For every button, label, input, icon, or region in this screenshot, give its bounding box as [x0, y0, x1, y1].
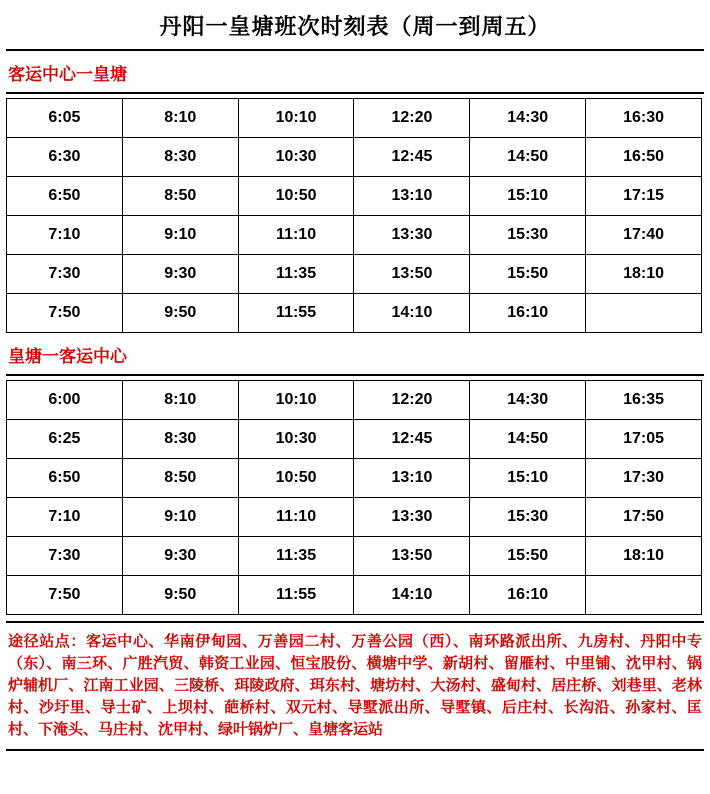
time-cell: 11:55	[238, 294, 354, 333]
time-cell: 13:50	[354, 537, 470, 576]
time-cell: 16:35	[586, 381, 702, 420]
time-cell: 15:30	[470, 498, 586, 537]
time-cell: 7:10	[7, 216, 123, 255]
time-cell: 7:30	[7, 537, 123, 576]
time-cell: 9:10	[122, 216, 238, 255]
time-cell: 9:50	[122, 576, 238, 615]
section-heading-outbound: 客运中心一皇塘	[8, 65, 127, 84]
table-row	[7, 294, 702, 333]
time-cell: 16:50	[586, 138, 702, 177]
table-row	[7, 99, 702, 138]
table-row	[7, 537, 702, 576]
time-cell: 9:10	[122, 498, 238, 537]
time-cell: 12:20	[354, 381, 470, 420]
time-cell: 17:05	[586, 420, 702, 459]
time-cell: 12:45	[354, 420, 470, 459]
table-row	[7, 576, 702, 615]
time-cell: 7:10	[7, 498, 123, 537]
time-cell: 9:30	[122, 255, 238, 294]
time-cell: 8:30	[122, 138, 238, 177]
time-cell: 17:30	[586, 459, 702, 498]
table-row	[7, 138, 702, 177]
time-cell-empty	[586, 294, 702, 333]
table-row	[7, 459, 702, 498]
time-cell: 16:10	[470, 576, 586, 615]
time-cell: 6:25	[7, 420, 123, 459]
table-row	[7, 177, 702, 216]
table-row	[7, 255, 702, 294]
time-cell: 12:20	[354, 99, 470, 138]
time-cell: 14:30	[470, 381, 586, 420]
time-cell: 14:50	[470, 138, 586, 177]
time-cell: 15:10	[470, 459, 586, 498]
time-cell: 13:50	[354, 255, 470, 294]
time-cell: 13:30	[354, 498, 470, 537]
time-cell-empty	[586, 576, 702, 615]
table-row	[7, 381, 702, 420]
time-cell: 8:10	[122, 381, 238, 420]
table-row	[7, 420, 702, 459]
time-cell: 12:45	[354, 138, 470, 177]
time-cell: 18:10	[586, 255, 702, 294]
time-cell: 10:10	[238, 99, 354, 138]
time-cell: 10:10	[238, 381, 354, 420]
time-cell: 11:10	[238, 498, 354, 537]
time-cell: 15:10	[470, 177, 586, 216]
time-cell: 8:50	[122, 459, 238, 498]
time-cell: 8:10	[122, 99, 238, 138]
time-cell: 11:35	[238, 537, 354, 576]
time-cell: 9:30	[122, 537, 238, 576]
time-cell: 13:10	[354, 459, 470, 498]
time-cell: 8:50	[122, 177, 238, 216]
time-cell: 6:00	[7, 381, 123, 420]
time-cell: 6:50	[7, 459, 123, 498]
table-row	[7, 498, 702, 537]
time-cell: 13:10	[354, 177, 470, 216]
time-cell: 17:40	[586, 216, 702, 255]
stops-list: 途径站点：客运中心、华南伊甸园、万善园二村、万善公园（西）、南环路派出所、九房村、丹阳中专（东）、南三环、广胜汽贸、韩资工业园、恒宝股份、横塘中学、新胡村、留雁村、中里铺、沈甲村、锅炉辅机厂、江南工业园、三陵桥、珥陵政府、珥东村、塘坊村、大汤村、盛甸村、居庄桥、刘巷里、老林村、沙圩里、导士矿、上坝村、葩桥村、双元村、导墅派出所、导墅镇、后庄村、长沟沿、孙家村、匡村、下淹头、马庄村、沈甲村、绿叶锅炉厂、皇塘客运站	[8, 633, 702, 738]
time-cell: 15:30	[470, 216, 586, 255]
time-cell: 11:35	[238, 255, 354, 294]
time-cell: 11:10	[238, 216, 354, 255]
bottom-divider	[6, 749, 704, 751]
time-cell: 14:30	[470, 99, 586, 138]
time-cell: 11:55	[238, 576, 354, 615]
time-cell: 7:30	[7, 255, 123, 294]
schedule-table-inbound	[6, 380, 702, 615]
time-cell: 14:10	[354, 576, 470, 615]
time-cell: 16:10	[470, 294, 586, 333]
time-cell: 10:50	[238, 177, 354, 216]
time-cell: 15:50	[470, 537, 586, 576]
time-cell: 10:50	[238, 459, 354, 498]
time-cell: 10:30	[238, 420, 354, 459]
time-cell: 17:50	[586, 498, 702, 537]
time-cell: 10:30	[238, 138, 354, 177]
time-cell: 15:50	[470, 255, 586, 294]
time-cell: 18:10	[586, 537, 702, 576]
time-cell: 6:05	[7, 99, 123, 138]
time-cell: 14:50	[470, 420, 586, 459]
time-cell: 6:30	[7, 138, 123, 177]
time-cell: 16:30	[586, 99, 702, 138]
time-cell: 13:30	[354, 216, 470, 255]
time-cell: 6:50	[7, 177, 123, 216]
time-cell: 14:10	[354, 294, 470, 333]
time-cell: 7:50	[7, 294, 123, 333]
time-cell: 8:30	[122, 420, 238, 459]
table-row	[7, 216, 702, 255]
time-cell: 7:50	[7, 576, 123, 615]
time-cell: 17:15	[586, 177, 702, 216]
time-cell: 9:50	[122, 294, 238, 333]
page-title: 丹阳一皇塘班次时刻表（周一到周五）	[159, 14, 551, 39]
schedule-table-outbound	[6, 98, 702, 333]
section-heading-inbound: 皇塘一客运中心	[8, 347, 127, 366]
